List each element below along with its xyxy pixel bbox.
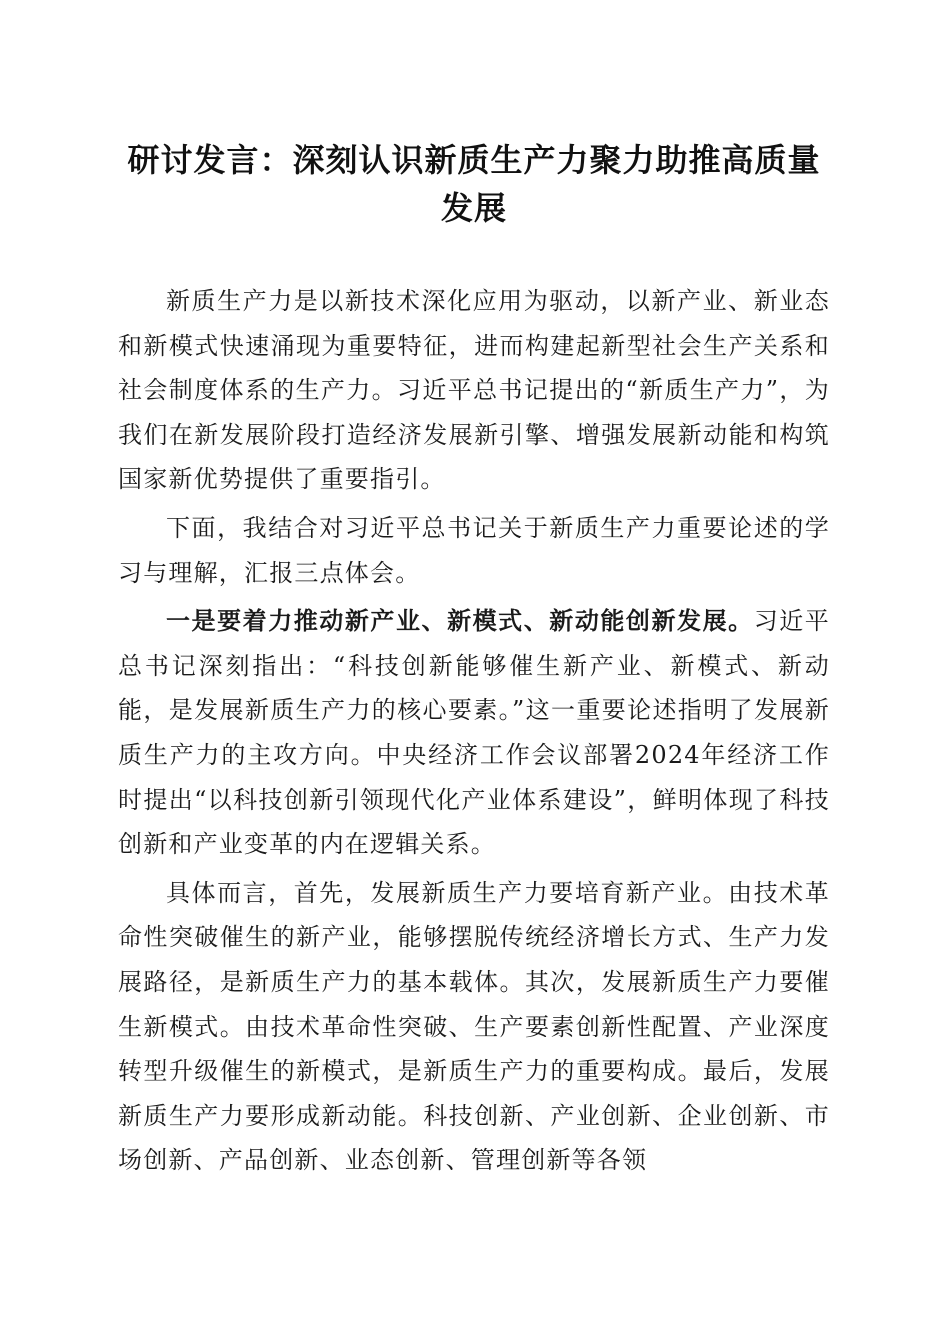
- paragraph-overview: [118, 506, 830, 595]
- paragraph-lead-heading: 一是要着力推动新产业、新模式、新动能创新发展。: [166, 606, 754, 636]
- paragraph-text: 习近平总书记深刻指出：“科技创新能够催生新产业、新模式、新动能，是发展新质生产力的核心要素。”这一重要论述指明了发展新质生产力的主攻方向。中央经济工作会议部署2024年经济工作时提出“以科技创新引领现代化产业体系建设”，鲜明体现了科技创新和产业变革的内在逻辑关系。: [118, 607, 830, 859]
- document-title: 研讨发言：深刻认识新质生产力聚力助推高质量发展: [127, 141, 821, 227]
- paragraph-text: 下面，我结合对习近平总书记关于新质生产力重要论述的学习与理解，汇报三点体会。: [118, 513, 830, 587]
- paragraph-text: 具体而言，首先，发展新质生产力要培育新产业。由技术革命性突破催生的新产业，能够摆脱传统经济增长方式、生产力发展路径，是新质生产力的基本载体。其次，发展新质生产力要催生新模式。由技术革命性突破、生产要素创新性配置、产业深度转型升级催生的新模式，是新质生产力的重要构成。最后，发展新质生产力要形成新动能。科技创新、产业创新、企业创新、市场创新、产品创新、业态创新、管理创新等各领: [118, 878, 830, 1175]
- paragraph-details: [118, 871, 830, 1183]
- paragraph-point-one: [118, 599, 830, 867]
- paragraph-intro: [118, 279, 830, 502]
- document-body: [118, 279, 830, 1183]
- paragraph-text: 新质生产力是以新技术深化应用为驱动，以新产业、新业态和新模式快速涌现为重要特征，进而构建起新型社会生产关系和社会制度体系的生产力。习近平总书记提出的“新质生产力”，为我们在新发展阶段打造经济发展新引擎、增强发展新动能和构筑国家新优势提供了重要指引。: [118, 287, 830, 494]
